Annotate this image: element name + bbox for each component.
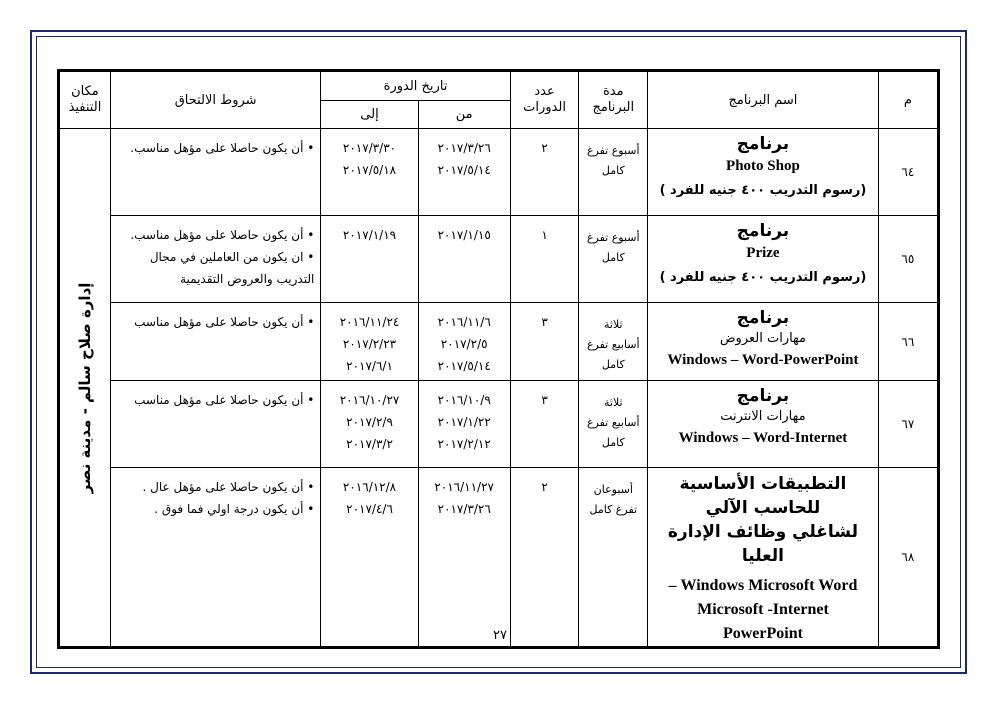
from-date-cell: ٢٠١٧/٣/٢٦ ٢٠١٧/٥/١٤ xyxy=(418,129,510,216)
from-date-cell: ٢٠١٦/١٠/٩ ٢٠١٧/١/٢٢ ٢٠١٧/٢/١٢ xyxy=(418,381,510,468)
duration-cell: أسبوع تفرغ كامل xyxy=(579,129,648,216)
header-duration: مدة البرنامج xyxy=(579,71,648,129)
program-cell: برنامج مهارات الانترنت Windows – Word-Internet xyxy=(648,381,879,468)
header-conditions: شروط الالتحاق xyxy=(110,71,320,129)
row-index: ٦٦ xyxy=(878,303,938,381)
conditions-cell: • أن يكون حاصلا على مؤهل مناسب. xyxy=(110,129,320,216)
courses-table xyxy=(57,69,940,649)
count-cell: ٢ xyxy=(510,468,579,648)
duration-cell: أسبوعان تفرغ كامل xyxy=(579,468,648,648)
to-date-cell: ٢٠١٦/١٠/٢٧ ٢٠١٧/٢/٩ ٢٠١٧/٣/٢ xyxy=(321,381,418,468)
table-row xyxy=(59,468,939,648)
header-count: عدد الدورات xyxy=(510,71,579,129)
from-date-cell: ٢٠١٦/١١/٢٧ ٢٠١٧/٣/٢٦ xyxy=(418,468,510,648)
to-date-cell: ٢٠١٦/١٢/٨ ٢٠١٧/٤/٦ xyxy=(321,468,418,648)
row-index: ٦٤ xyxy=(878,129,938,216)
conditions-cell: • أن يكون حاصلا على مؤهل مناسب xyxy=(110,303,320,381)
duration-cell: أسبوع تفرغ كامل xyxy=(579,216,648,303)
from-date-cell: ٢٠١٧/١/١٥ xyxy=(418,216,510,303)
duration-cell: ثلاثة أسابيع تفرغ كامل xyxy=(579,381,648,468)
header-location: مكان التنفيذ xyxy=(59,71,111,129)
from-date-cell: ٢٠١٦/١١/٦ ٢٠١٧/٢/٥ ٢٠١٧/٥/١٤ xyxy=(418,303,510,381)
count-cell: ٢ xyxy=(510,129,579,216)
header-index: م xyxy=(878,71,938,129)
row-index: ٦٧ xyxy=(878,381,938,468)
conditions-cell: • أن يكون حاصلا على مؤهل مناسب. • ان يكون من العاملين في مجال التدريب والعروض التقديمية xyxy=(110,216,320,303)
table-row xyxy=(59,381,939,468)
conditions-cell: • أن يكون حاصلا على مؤهل مناسب xyxy=(110,381,320,468)
header-from: من xyxy=(418,101,510,129)
program-cell: برنامج مهارات العروض Windows – Word-PowerPoint xyxy=(648,303,879,381)
table-row xyxy=(59,216,939,303)
to-date-cell: ٢٠١٧/١/١٩ xyxy=(321,216,418,303)
count-cell: ٣ xyxy=(510,381,579,468)
header-course-date: تاريخ الدورة xyxy=(321,71,510,101)
table-row xyxy=(59,303,939,381)
location-text: إدارة صلاح سالم - مدينة نصر xyxy=(75,282,94,493)
location-cell xyxy=(59,129,111,648)
header-to: إلى xyxy=(321,101,418,129)
program-cell: برنامج Photo Shop (رسوم التدريب ٤٠٠ جنيه للفرد ) xyxy=(648,129,879,216)
program-cell: برنامج Prize (رسوم التدريب ٤٠٠ جنيه للفرد ) xyxy=(648,216,879,303)
table-row xyxy=(59,129,939,216)
count-cell: ٣ xyxy=(510,303,579,381)
page-number: ٢٧ xyxy=(493,628,507,643)
header-program-name: اسم البرنامج xyxy=(648,71,879,129)
to-date-cell: ٢٠١٧/٣/٣٠ ٢٠١٧/٥/١٨ xyxy=(321,129,418,216)
conditions-cell: • أن يكون حاصلا على مؤهل عال . • أن يكون درجة اولي فما فوق . xyxy=(110,468,320,648)
row-index: ٦٨ xyxy=(878,468,938,648)
row-index: ٦٥ xyxy=(878,216,938,303)
duration-cell: ثلاثة أسابيع تفرغ كامل xyxy=(579,303,648,381)
count-cell: ١ xyxy=(510,216,579,303)
to-date-cell: ٢٠١٦/١١/٢٤ ٢٠١٧/٢/٢٣ ٢٠١٧/٦/١ xyxy=(321,303,418,381)
program-cell: التطبيقات الأساسية للحاسب الآلي لشاغلي وظائف الإدارة العليا Windows Microsoft Word – Microsoft -Internet PowerPoint xyxy=(648,468,879,648)
